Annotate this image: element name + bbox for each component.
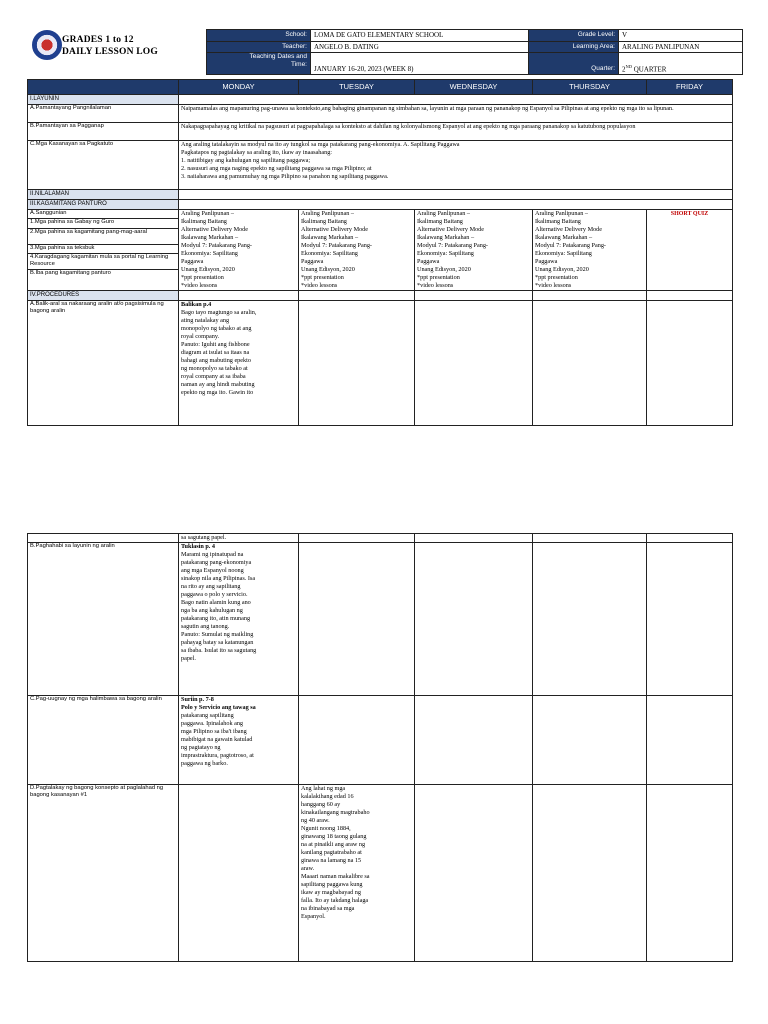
resource-line: *ppt presentation	[181, 274, 224, 281]
balikan-line: epekto ng mga ito. Gawin ito	[181, 389, 254, 396]
pagtalakay-line: kalalakihang edad 16	[301, 793, 354, 800]
day-header-tuesday: TUESDAY	[299, 80, 415, 95]
balikan-line: Bago tayo magtungo sa aralin,	[181, 309, 257, 316]
pagtalakay-line: Ngunit noong 1884,	[301, 825, 351, 832]
resource-line: *video lessons	[535, 282, 572, 289]
balik-aral-wednesday	[415, 301, 533, 426]
resource-line: Unang Edisyon, 2020	[181, 266, 235, 273]
suriin-line: mga Pilipino sa iba't ibang	[181, 728, 247, 735]
day-header-thursday: THURSDAY	[533, 80, 647, 95]
day-header-friday: FRIDAY	[647, 80, 733, 95]
resource-line: Unang Edisyon, 2020	[535, 266, 589, 273]
suriin-line: ng pagtatayo ng	[181, 744, 221, 751]
balik-aral-friday	[647, 301, 733, 426]
pag-uugnay-friday	[647, 696, 733, 785]
pag-uugnay-tuesday	[299, 696, 415, 785]
row-label-pamantayan-sa-pagganap: B.Pamantayan sa Pagganap	[28, 123, 179, 141]
tuklasin-line: sinakop nila ang Pilipinas. Isa	[181, 575, 256, 582]
document-brand	[62, 34, 158, 58]
resource-line: Araling Panlipunan –	[301, 210, 354, 217]
day-header-wednesday: WEDNESDAY	[415, 80, 533, 95]
quarter-value	[619, 53, 743, 75]
resource-line: Modyul 7: Patakarang Pang-	[181, 242, 252, 249]
dates-label	[207, 53, 311, 75]
row-label-pagtalakay: D.Pagtalakay ng bagong konsepto at paglalahad ng bagong kasanayan #1	[28, 785, 179, 962]
pagtalakay-line: araw.	[301, 865, 315, 872]
pamantayang-pangnilalaman-text: Naipamamalas ang mapanuring pag-unawa sa konteksto,ang bahaging ginampanan ng simbahan sa, layunin at mga paraan ng pananakop ng Espanyol sa Pilipinas at ang epekto ng mga ito sa lipunan.	[179, 105, 733, 123]
balik-aral-thursday	[533, 301, 647, 426]
row-label-paghahabi: B.Paghahabi sa layunin ng aralin	[28, 543, 179, 696]
pagtalakay-line: hanggang 60 ay	[301, 801, 341, 808]
balikan-line: royal company.	[181, 333, 220, 340]
resource-line: Ikalimang Baitang	[535, 218, 581, 225]
dates-label-line2: Time:	[290, 61, 307, 68]
suriin-line: paggawa ng barko.	[181, 760, 228, 767]
resource-line: *ppt presentation	[535, 274, 578, 281]
pagtalakay-thursday	[533, 785, 647, 962]
deped-seal-logo	[32, 30, 62, 60]
kasanayan-line: 3. naiiaharawa ang pamumuhay ng mga Pilipino sa panahon ng sapilitang paggawa.	[181, 173, 389, 180]
pagtalakay-monday	[179, 785, 299, 962]
day-header-blank	[28, 80, 179, 95]
continued-label	[28, 534, 179, 543]
balikan-line: ating natalakay ang	[181, 317, 230, 324]
resource-line: Paggawa	[417, 258, 440, 265]
grade-value: V	[619, 30, 743, 42]
procedures-mon	[179, 291, 299, 301]
section-procedures: IV.PROCEDURES	[28, 291, 179, 301]
procedures-fri	[647, 291, 733, 301]
dates-label-line1: Teaching Dates and	[249, 53, 307, 60]
learning-area-label: Learning Area:	[529, 41, 619, 53]
resource-line: Paggawa	[535, 258, 558, 265]
school-value: LOMA DE GATO ELEMENTARY SCHOOL	[311, 30, 529, 42]
resource-line: *video lessons	[417, 282, 454, 289]
balikan-line: royal company at sa ibaba	[181, 373, 246, 380]
resource-line: Modyul 7: Patakarang Pang-	[417, 242, 488, 249]
resource-line: Unang Edisyon, 2020	[301, 266, 355, 273]
resource-line: Ikalimang Baitang	[301, 218, 347, 225]
tuklasin-line: papel.	[181, 655, 196, 662]
learning-area-value: ARALING PANLIPUNAN	[619, 41, 743, 53]
resource-line: Unang Edisyon, 2020	[417, 266, 471, 273]
short-quiz-label: SHORT QUIZ	[670, 211, 709, 217]
suriin-line: Polo y Servicio ang tawag sa	[181, 704, 256, 711]
resource-line: *video lessons	[301, 282, 338, 289]
pagtalakay-line: Ang lahat ng mga	[301, 785, 346, 792]
pagtalakay-line: ikaw ay magbabayad ng	[301, 889, 361, 896]
quarter-suffix: ND	[625, 63, 632, 69]
row-label-pamantayang-pangnilalaman: A.Pamantayang Pangnilalaman	[28, 105, 179, 123]
tuklasin-line: na rito ay ang sapilitang	[181, 583, 241, 590]
resource-line: Paggawa	[301, 258, 324, 265]
kasanayan-line: Ang araling tatalakayin sa modyul na ito ay tungkol sa mga patakarang pang-ekonomiya. A. Sapilitang Paggawa	[181, 141, 460, 148]
tuklasin-line: Marami ng ipinatupad na	[181, 551, 244, 558]
pagtalakay-wednesday	[415, 785, 533, 962]
procedures-tue	[299, 291, 415, 301]
pagtalakay-friday	[647, 785, 733, 962]
resource-line: Ikalimang Baitang	[181, 218, 227, 225]
resource-line: Modyul 7: Patakarang Pang-	[535, 242, 606, 249]
balikan-heading: Balikan p.4	[181, 301, 212, 308]
tuklasin-line: sagutin ang tanong.	[181, 623, 230, 630]
resource-thursday	[533, 210, 647, 291]
layunin-span	[179, 95, 733, 105]
pagtalakay-line: Maaari naman makalibre sa	[301, 873, 370, 880]
resource-line: Alternative Delivery Mode	[417, 226, 485, 233]
pagtalakay-line: kinakailangang magtrabaho	[301, 809, 370, 816]
quarter-word: QUARTER	[632, 65, 667, 73]
suriin-line: patakarang sapilitang	[181, 712, 234, 719]
row-label-learning-resource: 4.Karagdagang kagamitan mula sa portal ng Learning Resource	[28, 254, 178, 270]
pagtalakay-line: sapilitang paggawa kung	[301, 881, 363, 888]
brand-line-grades: GRADES 1 to 12	[62, 35, 134, 45]
balikan-line: monopolyo ng tabako at ang	[181, 325, 252, 332]
row-label-sanggunian-group	[28, 210, 179, 291]
pagtalakay-line: Espanyol.	[301, 913, 326, 920]
tuklasin-line: ang mga Espanyol noong	[181, 567, 244, 574]
resource-line: Ekonomiya: Sapilitang	[417, 250, 474, 257]
resource-line: Araling Panlipunan –	[535, 210, 588, 217]
suriin-line: imprastraktura, pagtotroso, at	[181, 752, 254, 759]
cont-thu	[533, 534, 647, 543]
tuklasin-line: paggawa o polo y servicio.	[181, 591, 248, 598]
pagtalakay-tuesday	[299, 785, 415, 962]
paghahabi-wednesday	[415, 543, 533, 696]
day-header-monday: MONDAY	[179, 80, 299, 95]
tuklasin-line: pahayag batay sa katanungan	[181, 639, 254, 646]
kasanayan-line: 1. natitibigay ang kahulugan ng sapilitang paggawa;	[181, 157, 311, 164]
quarter-number: 2	[622, 65, 626, 73]
pamantayan-sa-pagganap-text: Nakapagpapahayag ng kritikal na pagsusuri at pagpapahalaga sa konteksto at dahilan ng kolonyalismong Espanyol at ang epekto ng mga paraang pananakop sa katutubong populasyon	[179, 123, 733, 141]
resource-line: Ekonomiya: Sapilitang	[301, 250, 358, 257]
resource-line: Modyul 7: Patakarang Pang-	[301, 242, 372, 249]
lesson-log-table-page2	[27, 533, 733, 962]
pagtalakay-line: na at pinaikli ang araw ng	[301, 841, 366, 848]
resource-line: Alternative Delivery Mode	[181, 226, 249, 233]
balikan-line: naman ay ang hindi mabuting	[181, 381, 255, 388]
tuklasin-heading: Tuklasin p. 4	[181, 543, 215, 550]
pagtalakay-line: ginawa na lamang na 15	[301, 857, 362, 864]
row-label-kasanayan: C.Mga Kasanayan sa Pagkatuto	[28, 141, 179, 190]
resource-line: *video lessons	[181, 282, 218, 289]
dates-value: JANUARY 16-20, 2023 (WEEK 8)	[311, 53, 529, 75]
resource-line: *ppt presentation	[301, 274, 344, 281]
suriin-heading: Suriin p. 7-8	[181, 696, 214, 703]
paghahabi-thursday	[533, 543, 647, 696]
balikan-line: ng monopolyo sa tabako at	[181, 365, 248, 372]
resource-line: Alternative Delivery Mode	[301, 226, 369, 233]
teacher-value: ANGELO B. DATING	[311, 41, 529, 53]
balik-aral-tuesday	[299, 301, 415, 426]
cont-fri	[647, 534, 733, 543]
row-label-iba-pang-kagamitan: B.Iba pang kagamitang panturo	[30, 270, 111, 276]
school-label: School:	[207, 30, 311, 42]
pag-uugnay-thursday	[533, 696, 647, 785]
pagtalakay-line: falla. Ito ay takdang halaga	[301, 897, 369, 904]
brand-line-dll: DAILY LESSON LOG	[62, 47, 158, 57]
kagamitan-span	[179, 200, 733, 210]
suriin-line: paggawa. Ipinalahok ang	[181, 720, 244, 727]
balikan-line: diagram at isulat sa itaas na	[181, 349, 250, 356]
kasanayan-line: 2. nasusuri ang mga naging epekto ng sapilitang paggawa sa mga Pilipino; at	[181, 165, 372, 172]
paghahabi-tuesday	[299, 543, 415, 696]
header-info-table	[206, 29, 743, 75]
resource-line: Araling Panlipunan –	[181, 210, 234, 217]
kasanayan-text	[179, 141, 733, 190]
paghahabi-monday	[179, 543, 299, 696]
balikan-line: bahagi ang mabuting epekto	[181, 357, 251, 364]
balikan-continued: sa sagutang papel.	[179, 534, 299, 543]
teacher-label: Teacher:	[207, 41, 311, 53]
cont-wed	[415, 534, 533, 543]
quarter-label: Quarter:	[529, 53, 619, 75]
resource-line: Ikalawang Markahan –	[535, 234, 593, 241]
balikan-line: Panuto: Iguhit ang fishbone	[181, 341, 250, 348]
resource-line: Ekonomiya: Sapilitang	[535, 250, 592, 257]
resource-line: Ikalawang Markahan –	[181, 234, 239, 241]
section-kagamitang-panturo: III.KAGAMITANG PANTURO	[28, 200, 179, 210]
lesson-log-table-page1	[27, 79, 733, 426]
pagtalakay-line: na ibinabayad sa mga	[301, 905, 355, 912]
row-label-kagamitang-mag-aaral: 2.Mga pahina sa kagamitang pang-mag-aaral	[28, 229, 178, 245]
resource-line: *ppt presentation	[417, 274, 460, 281]
row-label-gabay-guro: 1.Mga pahina sa Gabay ng Guro	[28, 219, 178, 229]
row-label-sanggunian: A.Sanggunian	[28, 210, 178, 219]
procedures-thu	[533, 291, 647, 301]
suriin-line: mabibigat na gawain katulad	[181, 736, 253, 743]
tuklasin-line: Bago natin alamin kung ano	[181, 599, 251, 606]
pag-uugnay-monday	[179, 696, 299, 785]
pagtalakay-line: kanilang pagtatrabaho at	[301, 849, 362, 856]
row-label-teksbuk: 3.Mga pahina sa teksbuk	[28, 245, 178, 254]
pagtalakay-line: ginawang 18 taong gulang	[301, 833, 367, 840]
paghahabi-friday	[647, 543, 733, 696]
nilalaman-span	[179, 190, 733, 200]
grade-label: Grade Level:	[529, 30, 619, 42]
balik-aral-monday	[179, 301, 299, 426]
resource-line: Ekonomiya: Sapilitang	[181, 250, 238, 257]
resource-line: Araling Panlipunan –	[417, 210, 470, 217]
pag-uugnay-wednesday	[415, 696, 533, 785]
resource-line: Ikalawang Markahan –	[301, 234, 359, 241]
resource-wednesday	[415, 210, 533, 291]
tuklasin-line: Panuto: Sumulat ng maikling	[181, 631, 254, 638]
tuklasin-line: patakarang pang-ekonomiya	[181, 559, 252, 566]
resource-line: Ikalawang Markahan –	[417, 234, 475, 241]
kasanayan-line: Pagkatapos ng pagtalakay sa araling ito, ikaw ay inaasahang:	[181, 149, 333, 156]
procedures-wed	[415, 291, 533, 301]
tuklasin-line: nga ba ang kahulugan ng	[181, 607, 243, 614]
resource-line: Paggawa	[181, 258, 204, 265]
resource-line: Alternative Delivery Mode	[535, 226, 603, 233]
resource-monday	[179, 210, 299, 291]
tuklasin-line: patakarang ito, atin munang	[181, 615, 251, 622]
section-layunin: I.LAYUNIN	[28, 95, 179, 105]
pagtalakay-line: ng 40 araw.	[301, 817, 330, 824]
resource-tuesday	[299, 210, 415, 291]
cont-tue	[299, 534, 415, 543]
row-label-pag-uugnay: C.Pag-uugnay ng mga halimbawa sa bagong aralin	[28, 696, 179, 785]
tuklasin-line: sa ibaba. Isulat ito sa sagutang	[181, 647, 257, 654]
section-nilalaman: II.NILALAMAN	[28, 190, 179, 200]
row-label-balik-aral: A.Balik-aral sa nakaraang aralin at/o pagsisimula ng bagong aralin	[28, 301, 179, 426]
resource-friday	[647, 210, 733, 291]
resource-line: Ikalimang Baitang	[417, 218, 463, 225]
